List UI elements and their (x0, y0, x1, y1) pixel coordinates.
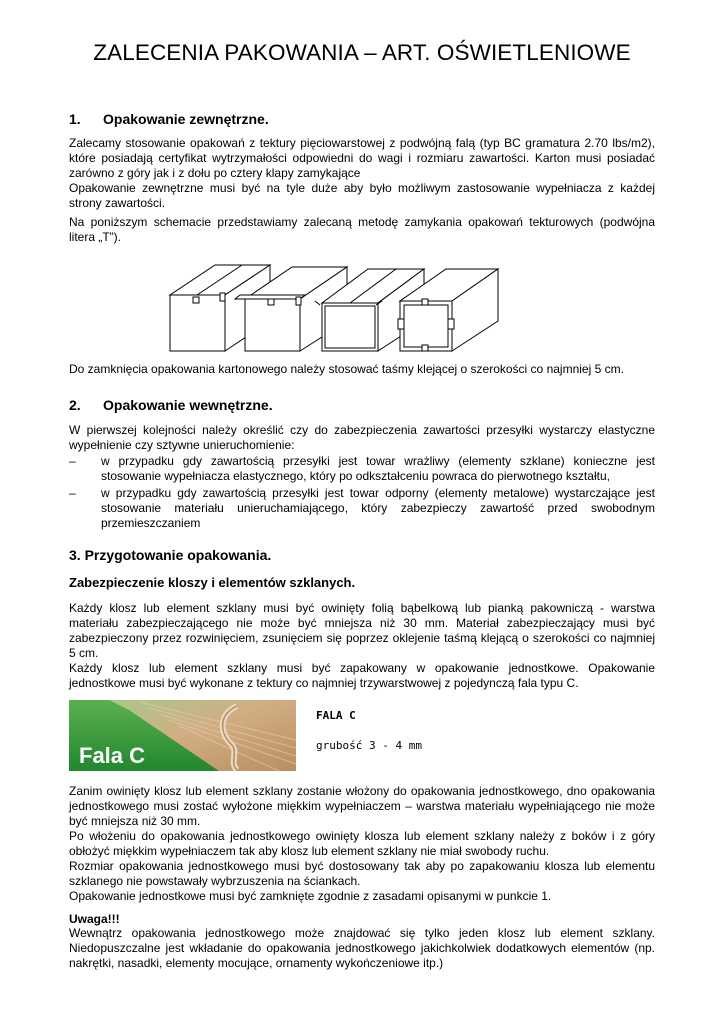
paragraph-line: materiału zabezpieczającego nie może być mniejsza niż 30 mm. Materiał zabezpieczający musi być (69, 616, 655, 630)
section-1-number: 1. (69, 111, 81, 127)
box-closing-diagram (160, 261, 500, 353)
section-1-paragraph-2 (69, 215, 655, 245)
paragraph-line: które posiadają certyfikat wytrzymałości odpowiedni do wagi i rozmiaru zawartości. Karton musi posiadać (69, 151, 655, 165)
corrugated-cardboard-image (69, 700, 296, 771)
fala-c-title: FALA C (316, 709, 356, 722)
paragraph-line: Opakowanie zewnętrzne musi być na tyle duże aby było możliwym zastosowanie wypełniacza z każdej (69, 181, 655, 195)
paragraph-line: obłożyć miękkim wypełniaczem tak aby klosz lub element szklany nie miał swobody ruchu. (69, 844, 550, 858)
bullet-line: w przypadku gdy zawartością przesyłki jest towar odporny (elementy metalowe) wystarczające jest (101, 486, 655, 500)
paragraph-line: Na poniższym schemacie przedstawiamy zalecaną metodę zamykania opakowań tekturowych (podwójna (69, 215, 655, 229)
paragraph-line: Po włożeniu do opakowania jednostkowego owinięty klosza lub element szklany należy z boków i z góry (69, 829, 655, 843)
paragraph-line: Wewnątrz opakowania jednostkowego może znajdować się tylko jeden klosz lub element szklany. (69, 926, 655, 940)
bullet-dash: – (69, 486, 76, 500)
paragraph-line: Zanim owinięty klosz lub element szklany zostanie włożony do opakowania jednostkowego, dno opakowania (69, 784, 655, 798)
paragraph-line: W pierwszej kolejności należy określić czy do zabezpieczenia zawartości przesyłki wystarczy elastyczne (69, 423, 655, 437)
section-1-title: Opakowanie zewnętrzne. (103, 111, 269, 127)
section-1-paragraph-1 (69, 136, 655, 211)
bullet-dash: – (69, 454, 76, 468)
paragraph-line: strony zawartości. (69, 196, 166, 210)
paragraph-line: zarówno z góry jak i z dołu po cztery klapy zamykające (69, 166, 361, 180)
paragraph-line: Opakowanie jednostkowe musi być zamknięte zgodnie z zasadami opisanymi w punkcie 1. (69, 889, 552, 903)
warning-paragraph (69, 926, 655, 971)
paragraph-line: Rozmiar opakowania jednostkowego musi być dostosowany tak aby po zapakowaniu klosza lub elementu (69, 859, 655, 873)
section-3-subheading: Zabezpieczenie kloszy i elementów szklanych. (69, 575, 356, 590)
bullet-line: stosowanie materiału unieruchamiającego, który zabezpieczy zawartość przed swobodnym (101, 501, 655, 515)
paragraph-line: nakrętki, nasadki, elementy mocujące, ornamenty wykończeniowe itp.) (69, 956, 444, 970)
section-1-heading (69, 111, 269, 127)
bullet-item-sensitive (69, 454, 655, 484)
paragraph-line: wypełnienie czy sztywne unieruchomienie: (69, 438, 295, 452)
paragraph-line: Zalecamy stosowanie opakowań z tektury pięciowarstowej z podwójną falą (typ BC gramatura 2.70 lbs/m2), (69, 136, 655, 150)
paragraph-line: 5 cm. (69, 646, 99, 660)
warning-title-text: Uwaga!!! (69, 912, 120, 926)
warning-title (69, 912, 655, 927)
section-3-paragraph-2 (69, 784, 655, 904)
paragraph-line: jednostkowe musi być wykonane z tektury co najmniej trzywarstwowej z pojedynczą fala typu C. (69, 676, 579, 690)
paragraph-line: być mniejsza niż 30 mm. (69, 814, 201, 828)
section-2-number: 2. (69, 397, 81, 413)
paragraph-line: zabezpieczony przez rozwinięciem, zsunięciem się poprzez oklejenie taśmą klejącą o szerokości co najmniej (69, 631, 655, 645)
paragraph-line: Niedopuszczalne jest wkładanie do opakowania jednostkowego jakichkolwiek dodatkowych elementów (np. (69, 941, 655, 955)
page-title: ZALECENIA PAKOWANIA – ART. OŚWIETLENIOWE (93, 40, 631, 65)
section-2-heading (69, 397, 273, 413)
bullet-item-resistant (69, 486, 655, 531)
paragraph-line: litera „T”). (69, 230, 121, 244)
section-2-intro (69, 423, 655, 453)
fala-c-image-label: Fala C (79, 743, 146, 768)
section-3-heading: 3. Przygotowanie opakowania. (69, 547, 272, 563)
section-3-paragraph-1 (69, 601, 655, 691)
section-2-title: Opakowanie wewnętrzne. (103, 397, 273, 413)
paragraph-line: jednostkowego musi zostać wyłożone miękkim wypełniaczem – warstwa materiału wypełniającego nie może (69, 799, 655, 813)
section-1-paragraph-3 (69, 362, 655, 377)
bullet-line: przemieszczaniem (101, 516, 201, 530)
bullet-line: w przypadku gdy zawartością przesyłki jest towar wrażliwy (elementy szklane) konieczne jest (101, 454, 655, 468)
paragraph-line: Każdy klosz lub element szklany musi być owinięty folią bąbelkową lub pianką pakowniczą - warstwa (69, 601, 655, 615)
fala-c-thickness: grubość 3 - 4 mm (316, 739, 422, 752)
paragraph-line: Każdy klosz lub element szklany musi być zapakowany w opakowanie jednostkowe. Opakowanie (69, 661, 655, 675)
bullet-line: stosowanie wypełniacza elastycznego, który po odkształceniu powraca do pierwotnego kształtu, (101, 469, 610, 483)
paragraph-line: Do zamknięcia opakowania kartonowego należy stosować taśmy klejącej o szerokości co najmniej 5 cm. (69, 362, 624, 376)
paragraph-line: szklanego nie powstawały wybrzuszenia na ściankach. (69, 874, 361, 888)
